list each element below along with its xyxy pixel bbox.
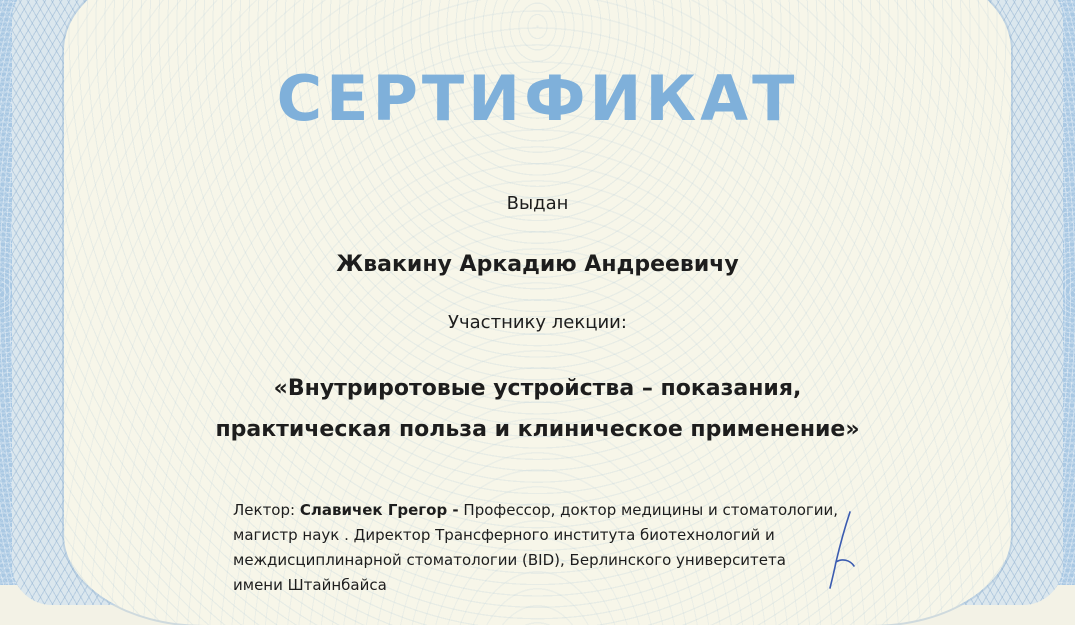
lecturer-name: Славичек Грегор -: [299, 501, 459, 519]
lecture-topic-line-2: практическая польза и клиническое применение»: [215, 417, 860, 442]
issued-label: Выдан: [506, 193, 569, 214]
lecturer-description: Профессор, доктор медицины и стоматологии,: [458, 501, 839, 519]
role-label: Участнику лекции:: [448, 312, 627, 333]
lecturer-line-4: имени Штайнбайса: [233, 576, 387, 594]
lecture-topic-line-1: «Внутриротовые устройства – показания,: [273, 376, 802, 401]
lecturer-line-2: магистр наук . Директор Трансферного института биотехнологий и: [233, 526, 775, 544]
lecturer-label: Лектор:: [233, 501, 296, 519]
certificate-title: СЕРТИФИКАТ: [276, 62, 799, 135]
signature-mark: [810, 510, 870, 590]
lecture-topic: [0, 368, 1075, 450]
lecturer-line-3: междисциплинарной стоматологии (BID), Берлинского университета: [233, 551, 786, 569]
recipient-name: Жвакину Аркадию Андреевичу: [336, 252, 739, 277]
